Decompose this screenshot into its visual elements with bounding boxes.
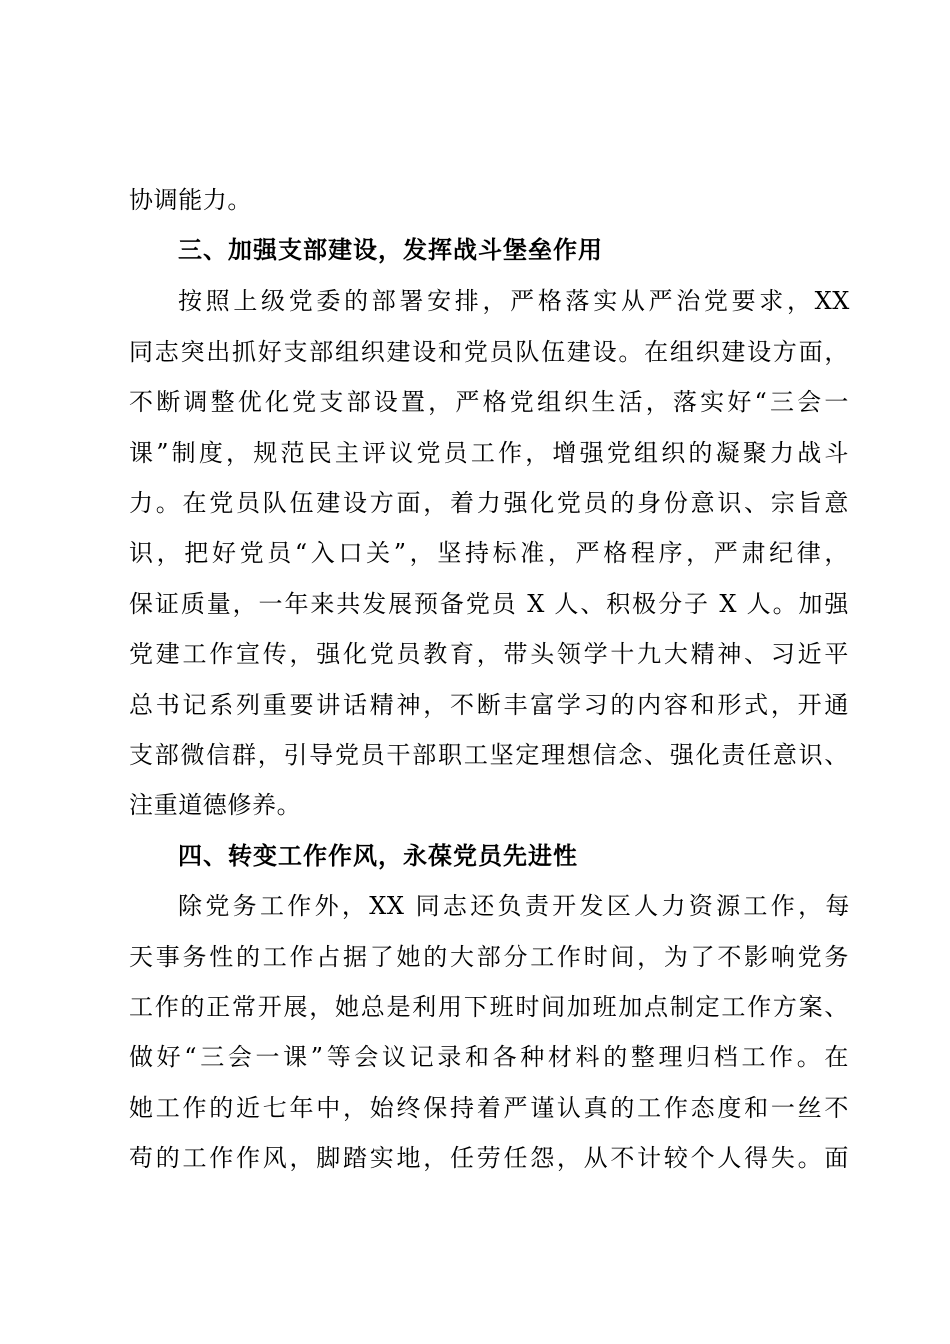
paragraph-line: 天事务性的工作占据了她的大部分工作时间，为了不影响党务 xyxy=(129,943,849,971)
paragraph-line: 不断调整优化党支部设置，严格党组织生活，落实好“三会一 xyxy=(129,388,849,416)
paragraph-line: 做好“三会一课”等会议记录和各种材料的整理归档工作。在 xyxy=(129,1043,849,1071)
section-heading-4: 四、转变工作作风，永葆党员先进性 xyxy=(178,842,578,870)
paragraph-line: 支部微信群，引导党员干部职工坚定理想信念、强化责任意识、 xyxy=(129,741,849,769)
paragraph-line: 课”制度，规范民主评议党员工作，增强党组织的凝聚力战斗 xyxy=(129,439,849,467)
paragraph-line: 识，把好党员“入口关”，坚持标准，严格程序，严肃纪律， xyxy=(129,539,849,567)
paragraph-line: 苟的工作作风，脚踏实地，任劳任怨，从不计较个人得失。面 xyxy=(129,1144,849,1172)
paragraph-line: 除党务工作外，XX 同志还负责开发区人力资源工作，每 xyxy=(178,892,850,920)
paragraph-line: 同志突出抓好支部组织建设和党员队伍建设。在组织建设方面， xyxy=(129,338,849,366)
paragraph-line: 力。在党员队伍建设方面，着力强化党员的身份意识、宗旨意 xyxy=(129,489,849,517)
text-line: 协调能力。 xyxy=(129,186,252,214)
paragraph-line: 她工作的近七年中，始终保持着严谨认真的工作态度和一丝不 xyxy=(129,1094,849,1122)
paragraph-line: 按照上级党委的部署安排，严格落实从严治党要求，XX xyxy=(178,287,850,315)
paragraph-line: 注重道德修养。 xyxy=(129,791,302,819)
paragraph-line: 党建工作宣传，强化党员教育，带头领学十九大精神、习近平 xyxy=(129,640,849,668)
section-heading-3: 三、加强支部建设，发挥战斗堡垒作用 xyxy=(178,236,603,264)
paragraph-line: 工作的正常开展，她总是利用下班时间加班加点制定工作方案、 xyxy=(129,993,849,1021)
paragraph-line: 保证质量，一年来共发展预备党员 X 人、积极分子 X 人。加强 xyxy=(129,590,849,618)
paragraph-line: 总书记系列重要讲话精神，不断丰富学习的内容和形式，开通 xyxy=(129,691,849,719)
